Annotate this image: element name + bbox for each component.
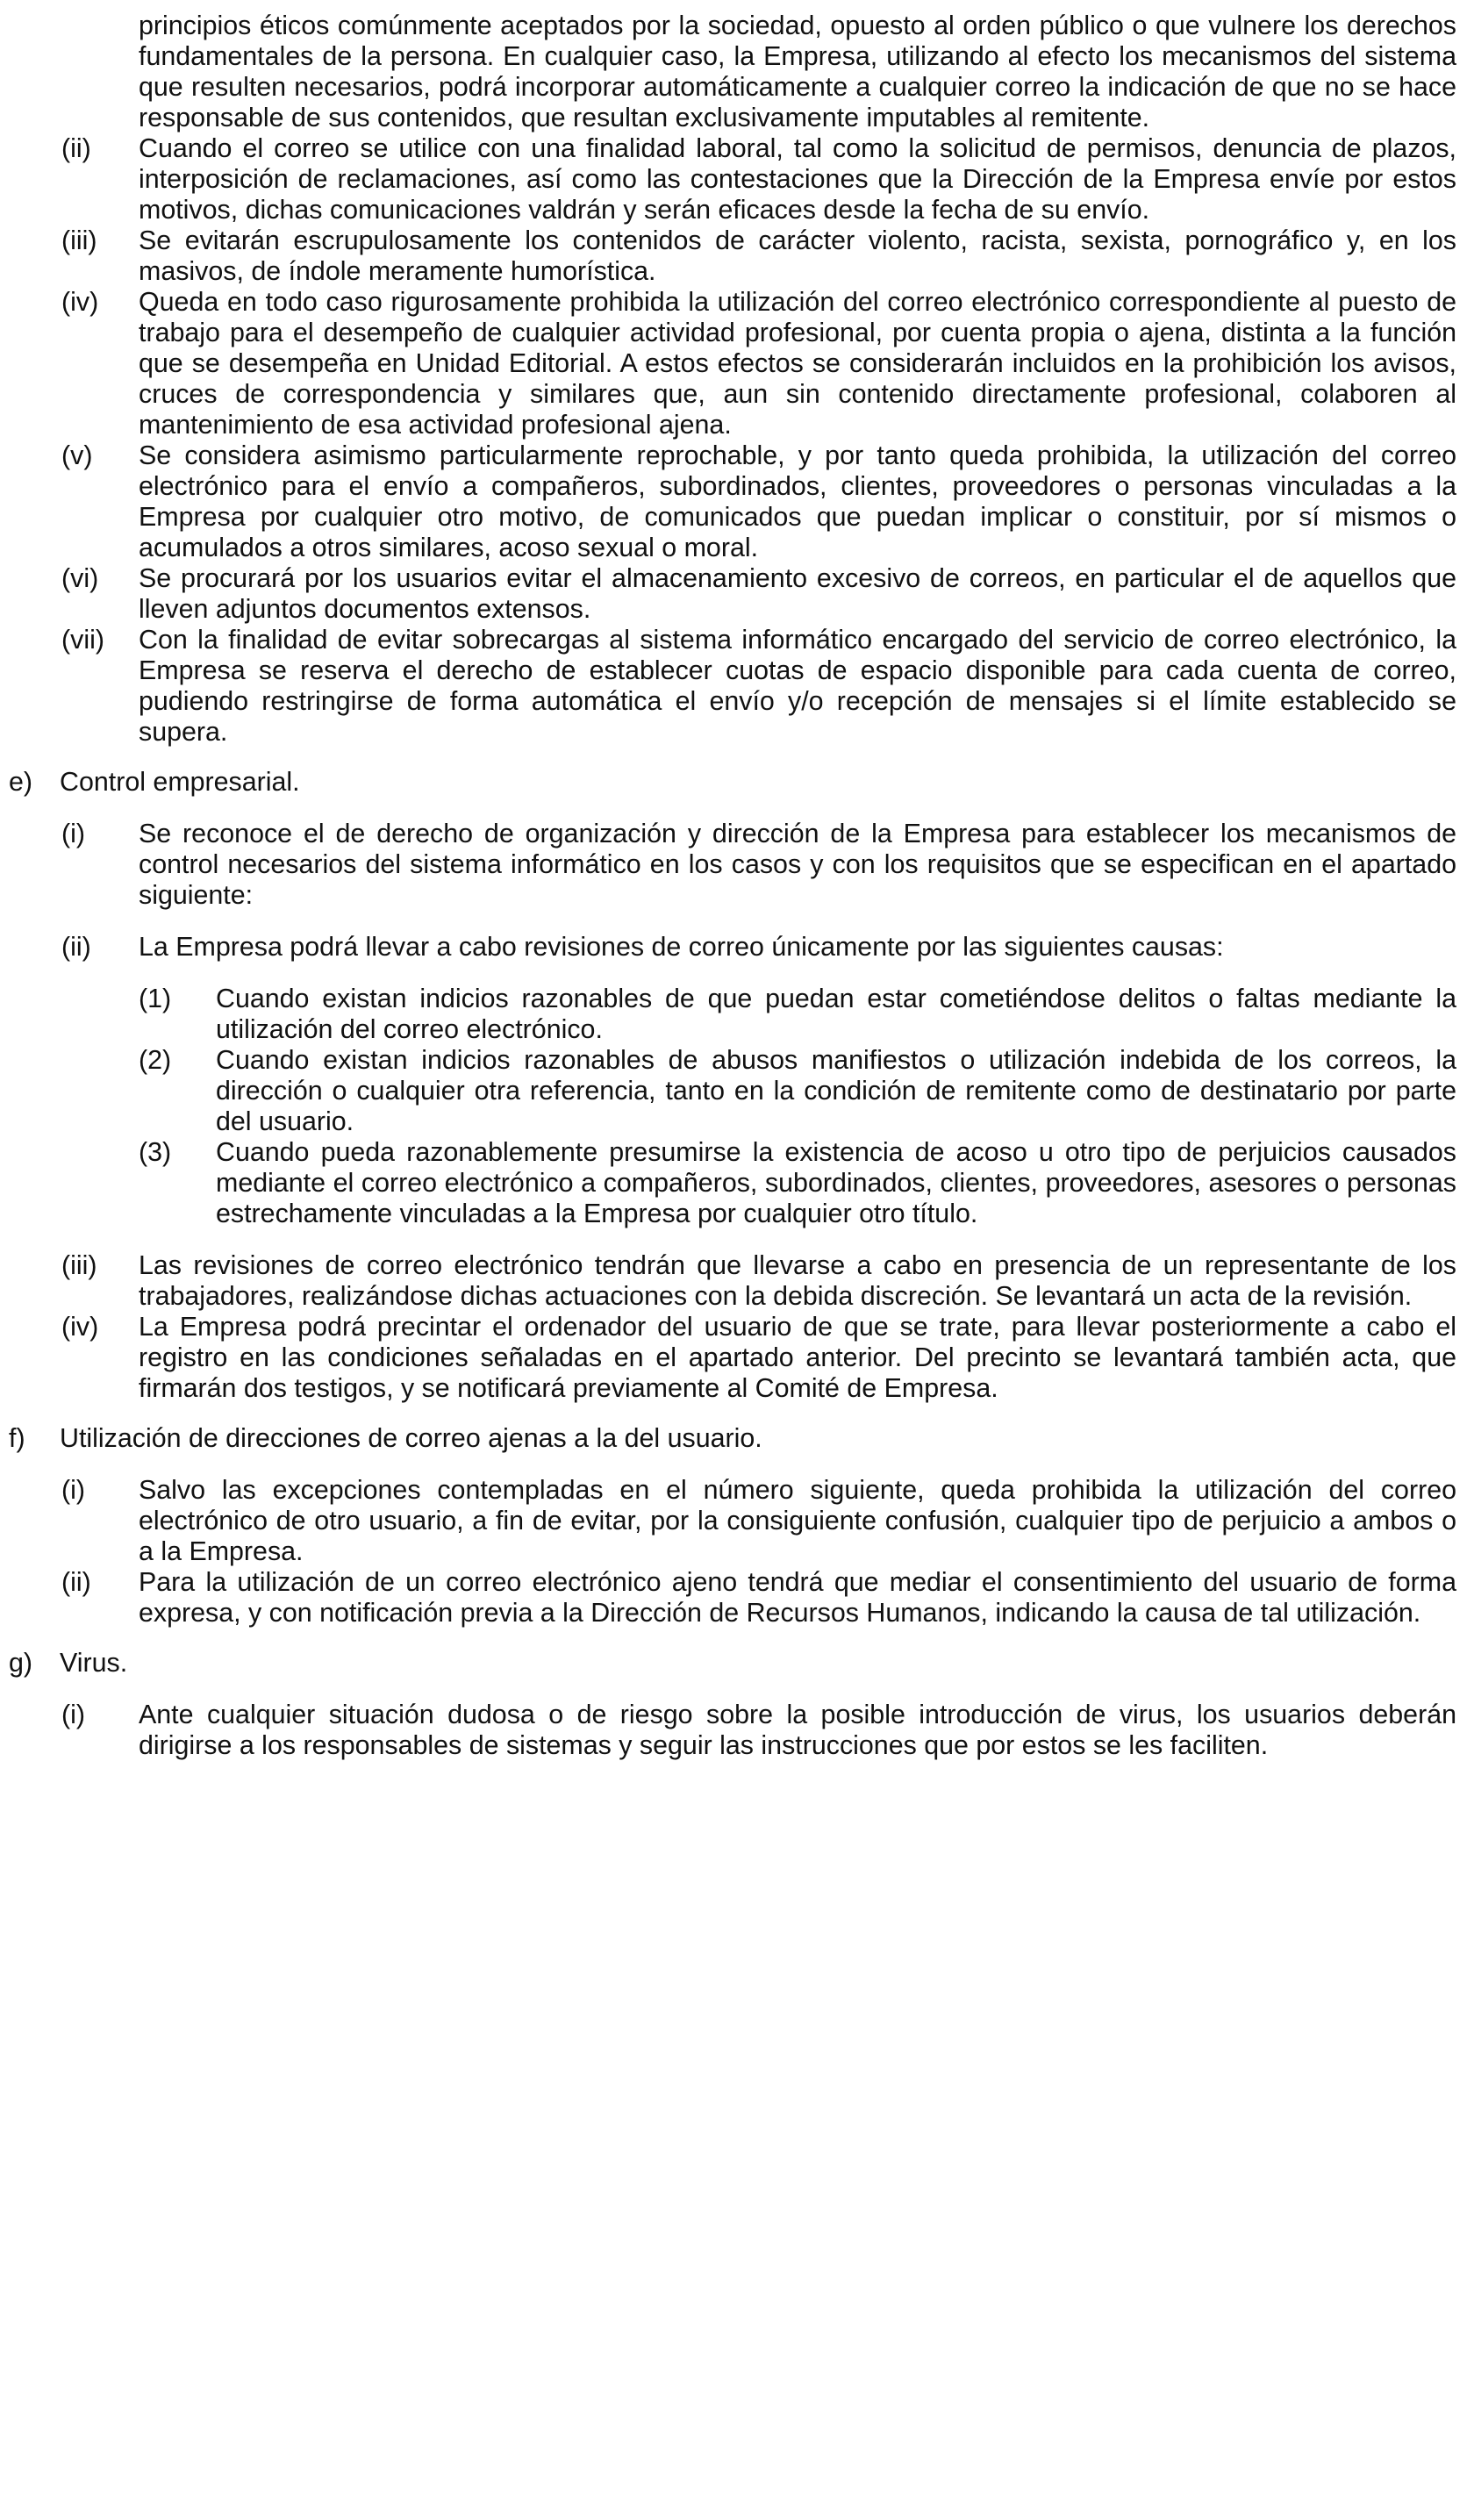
section-letter: f) bbox=[9, 1423, 25, 1453]
section-f-heading bbox=[9, 1423, 1456, 1454]
section-d-items bbox=[9, 133, 1456, 748]
list-item bbox=[9, 1475, 1456, 1567]
sub-item-text: Cuando existan indicios razonables de que puedan estar cometiéndose delitos o faltas mediante la utilización del correo electrónico. bbox=[216, 984, 1456, 1044]
item-number: (i) bbox=[61, 819, 85, 848]
item-number: (vii) bbox=[61, 625, 104, 655]
item-number: (ii) bbox=[61, 1567, 91, 1597]
item-text: Se evitarán escrupulosamente los contenidos de carácter violento, racista, sexista, pornográfico y, en los masivos, de índole meramente humorística. bbox=[139, 226, 1456, 286]
section-title: Utilización de direcciones de correo ajenas a la del usuario. bbox=[60, 1423, 762, 1453]
section-g-heading bbox=[9, 1648, 1456, 1679]
item-text: Se procurará por los usuarios evitar el almacenamiento excesivo de correos, en particular el de aquellos que lleven adjuntos documentos extensos. bbox=[139, 563, 1456, 624]
item-text: La Empresa podrá llevar a cabo revisiones de correo únicamente por las siguientes causas: bbox=[139, 932, 1224, 962]
list-item bbox=[9, 563, 1456, 625]
item-number: (i) bbox=[61, 1475, 85, 1505]
continuation-paragraph: principios éticos comúnmente aceptados por la sociedad, opuesto al orden público o que vulnere los derechos fundamentales de la persona. En cualquier caso, la Empresa, utilizando al efecto los mecanismos del sistema que resulten necesarios, podrá incorporar automáticamente a cualquier correo la indicación de que no se hace responsable de sus contenidos, que resultan exclusivamente imputables al remitente. bbox=[139, 11, 1456, 132]
item-text: Con la finalidad de evitar sobrecargas al sistema informático encargado del servicio de correo electrónico, la Empresa se reserva el derecho de establecer cuotas de espacio disponible para cada cuenta de correo, pudiendo restringirse de forma automática el envío y/o recepción de mensajes si el límite establecido se supera. bbox=[139, 625, 1456, 747]
sub-item-text: Cuando pueda razonablemente presumirse la existencia de acoso u otro tipo de perjuicios causados mediante el correo electrónico a compañeros, subordinados, clientes, proveedores, asesores o personas estrechamente vinculadas a la Empresa por cualquier otro título. bbox=[216, 1137, 1456, 1228]
section-letter: e) bbox=[9, 767, 33, 797]
item-text: Salvo las excepciones contempladas en el número siguiente, queda prohibida la utilización del correo electrónico de otro usuario, a fin de evitar, por la consiguiente confusión, cualquier tipo de perjuicio a ambos o a la Empresa. bbox=[139, 1475, 1456, 1566]
sub-item-number: (3) bbox=[139, 1137, 172, 1167]
sub-list bbox=[9, 984, 1456, 1229]
list-item bbox=[9, 625, 1456, 748]
item-text: La Empresa podrá precintar el ordenador del usuario de que se trate, para llevar posteriormente a cabo el registro en las condiciones señaladas en el apartado anterior. Del precinto se levantará también acta, que firmarán dos testigos, y se notificará previamente al Comité de Empresa. bbox=[139, 1312, 1456, 1403]
section-letter: g) bbox=[9, 1648, 33, 1678]
list-item bbox=[9, 932, 1456, 963]
item-text: Ante cualquier situación dudosa o de riesgo sobre la posible introducción de virus, los usuarios deberán dirigirse a los responsables de sistemas y seguir las instrucciones que por estos se les faciliten. bbox=[139, 1700, 1456, 1760]
item-number: (ii) bbox=[61, 133, 91, 163]
list-item bbox=[9, 819, 1456, 911]
list-item bbox=[9, 1250, 1456, 1312]
item-text: Para la utilización de un correo electrónico ajeno tendrá que mediar el consentimiento del usuario de forma expresa, y con notificación previa a la Dirección de Recursos Humanos, indicando la causa de tal utilización. bbox=[139, 1567, 1456, 1628]
item-text: Se considera asimismo particularmente reprochable, y por tanto queda prohibida, la utilización del correo electrónico para el envío a compañeros, subordinados, clientes, proveedores o personas vinculadas a la Empresa por cualquier otro motivo, de comunicados que puedan implicar o constituir, por sí mismos o acumulados a otros similares, acoso sexual o moral. bbox=[139, 440, 1456, 562]
item-number: (vi) bbox=[61, 563, 99, 593]
item-number: (v) bbox=[61, 440, 93, 470]
list-item bbox=[9, 1312, 1456, 1404]
item-text: Se reconoce el de derecho de organización y dirección de la Empresa para establecer los mecanismos de control necesarios del sistema informático en los casos y con los requisitos que se especifican en el apartado siguiente: bbox=[139, 819, 1456, 910]
list-item bbox=[9, 1567, 1456, 1629]
sub-item-number: (1) bbox=[139, 984, 172, 1013]
list-item bbox=[9, 440, 1456, 563]
item-number: (ii) bbox=[61, 932, 91, 962]
item-number: (iii) bbox=[61, 226, 97, 255]
item-number: (i) bbox=[61, 1700, 85, 1729]
section-title: Control empresarial. bbox=[60, 767, 300, 797]
list-item bbox=[9, 287, 1456, 440]
item-number: (iv) bbox=[61, 1312, 99, 1342]
section-e-heading bbox=[9, 767, 1456, 798]
list-item bbox=[9, 1700, 1456, 1761]
sub-item-number: (2) bbox=[139, 1045, 172, 1075]
section-title: Virus. bbox=[60, 1648, 128, 1678]
list-item bbox=[9, 133, 1456, 226]
sub-list-item bbox=[9, 984, 1456, 1045]
sub-item-text: Cuando existan indicios razonables de abusos manifiestos o utilización indebida de los correos, la dirección o cualquier otra referencia, tanto en la condición de remitente como de destinatario por parte del usuario. bbox=[216, 1045, 1456, 1136]
item-text: Cuando el correo se utilice con una finalidad laboral, tal como la solicitud de permisos, denuncia de plazos, interposición de reclamaciones, así como las contestaciones que la Dirección de la Empresa envíe por estos motivos, dichas comunicaciones valdrán y serán eficaces desde la fecha de su envío. bbox=[139, 133, 1456, 225]
item-number: (iii) bbox=[61, 1250, 97, 1280]
item-text: Queda en todo caso rigurosamente prohibida la utilización del correo electrónico correspondiente al puesto de trabajo para el desempeño de cualquier actividad profesional, por cuenta propia o ajena, distinta a la función que se desempeña en Unidad Editorial. A estos efectos se considerarán incluidos en la prohibición los avisos, cruces de correspondencia y similares que, aun sin contenido directamente profesional, colaboren al mantenimiento de esa actividad profesional ajena. bbox=[139, 287, 1456, 440]
item-number: (iv) bbox=[61, 287, 99, 317]
item-text: Las revisiones de correo electrónico tendrán que llevarse a cabo en presencia de un representante de los trabajadores, realizándose dichas actuaciones con la debida discreción. Se levantará un acta de la revisión. bbox=[139, 1250, 1456, 1311]
sub-list-item bbox=[9, 1137, 1456, 1229]
list-item bbox=[9, 226, 1456, 287]
sub-list-item bbox=[9, 1045, 1456, 1137]
